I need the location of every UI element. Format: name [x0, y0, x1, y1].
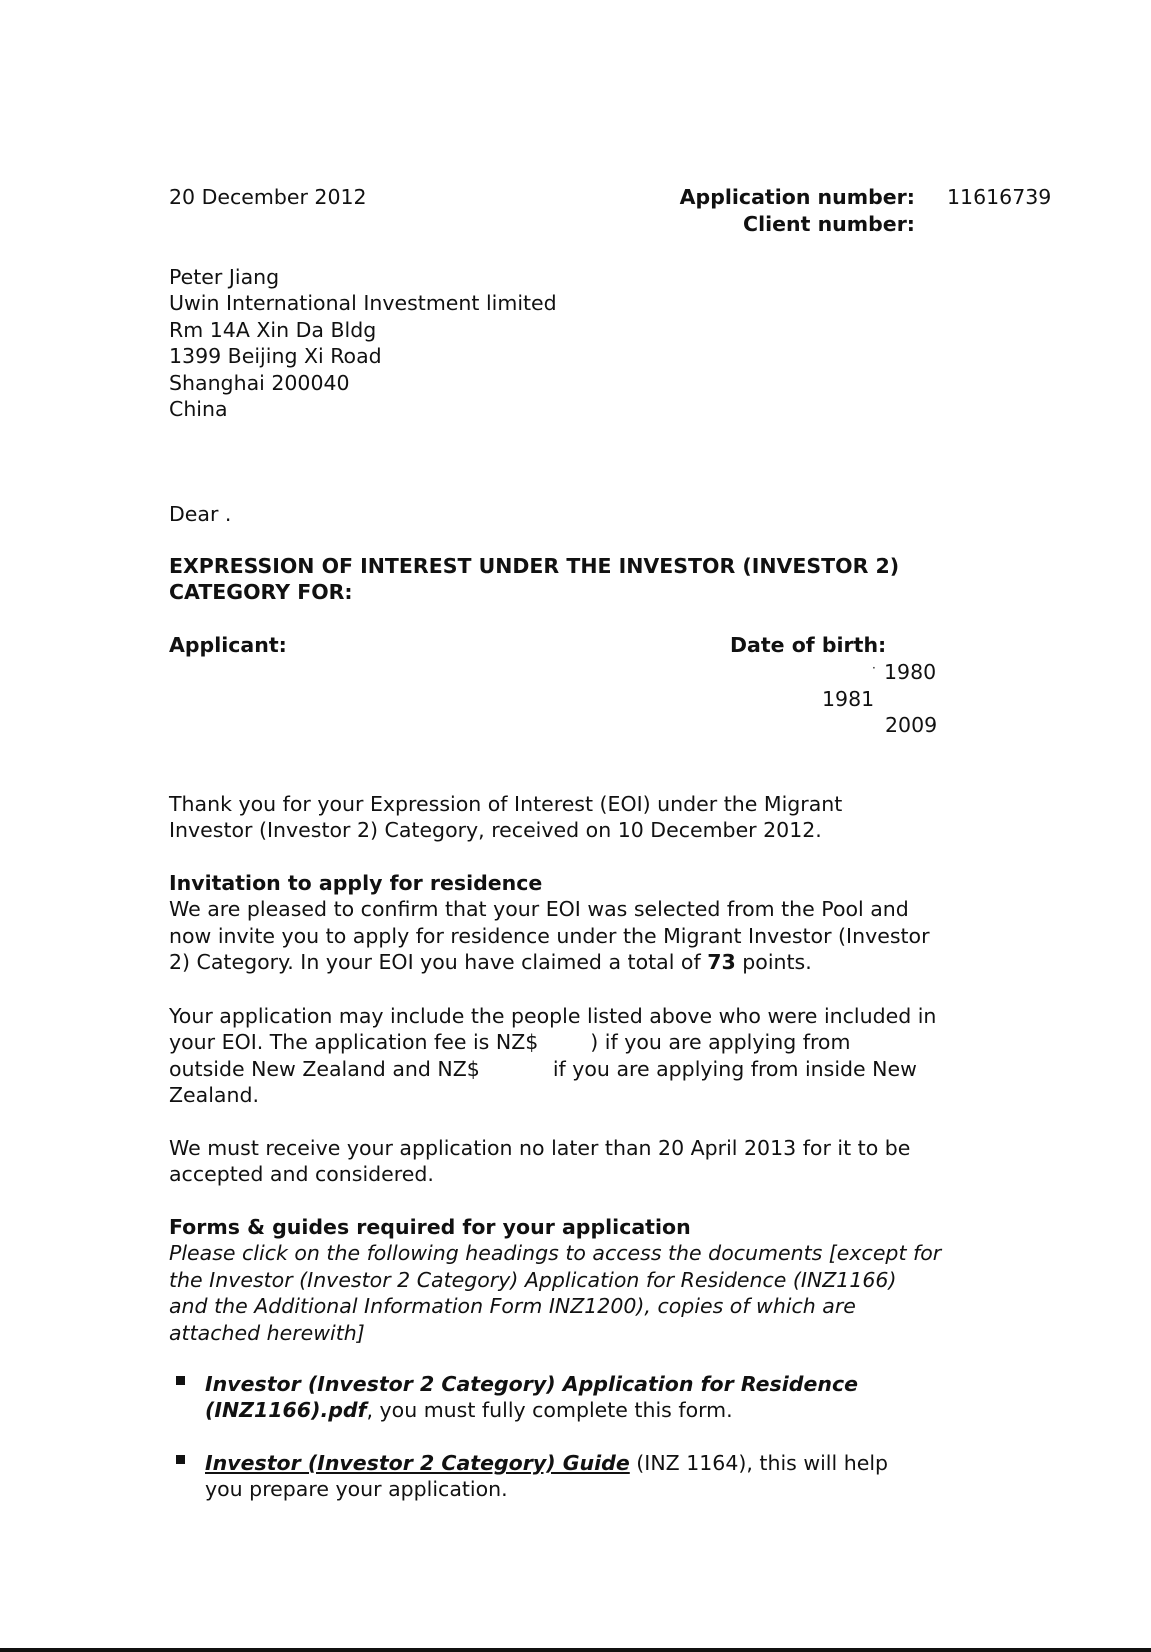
address-line: 1399 Beijing Xi Road	[169, 344, 382, 369]
invitation-line-text: 2) Category. In your EOI you have claimed a total of	[169, 950, 708, 975]
forms-heading: Forms & guides required for your application	[169, 1215, 691, 1239]
application-number-label: Application number:	[679, 185, 915, 209]
dob-value: 2009	[885, 713, 938, 737]
deadline-line: accepted and considered.	[169, 1162, 434, 1187]
fee-line	[169, 1029, 999, 1055]
form-item-line	[205, 1450, 888, 1476]
forms-note-line: Please click on the following headings to access the documents [except for	[169, 1241, 942, 1266]
forms-note-line: the Investor (Investor 2 Category) Application for Residence (INZ1166)	[169, 1267, 897, 1292]
points-value: 73	[707, 950, 736, 975]
fee-text: ) if you are applying from	[590, 1030, 851, 1055]
form-item-inz1164	[205, 1450, 888, 1503]
applicant-label: Applicant:	[169, 633, 287, 657]
subject-heading	[169, 553, 999, 606]
address-line: Uwin International Investment limited	[169, 291, 557, 316]
form-item-line: you prepare your application.	[205, 1477, 508, 1502]
address-line: Rm 14A Xin Da Bldg	[169, 317, 377, 342]
fee-line: Zealand.	[169, 1083, 259, 1108]
letter-date: 20 December 2012	[169, 185, 367, 209]
deadline-line: We must receive your application no later than 20 April 2013 for it to be	[169, 1136, 911, 1160]
invitation-section	[169, 870, 999, 976]
invitation-line: We are pleased to confirm that your EOI was selected from the Pool and	[169, 897, 909, 922]
forms-section	[169, 1214, 999, 1346]
intro-paragraph	[169, 791, 999, 844]
address-line: Peter Jiang	[169, 265, 280, 289]
fee-text: your EOI. The application fee is NZ$	[169, 1030, 539, 1055]
dob-value: 1981	[822, 687, 875, 711]
deadline-paragraph	[169, 1135, 999, 1188]
forms-note-line: and the Additional Information Form INZ1200), copies of which are	[169, 1294, 856, 1319]
page-bottom-border	[0, 1648, 1151, 1652]
client-number-label: Client number:	[743, 212, 915, 236]
fee-paragraph	[169, 1003, 999, 1109]
fee-text: outside New Zealand and NZ$	[169, 1056, 480, 1081]
form-link-inz1166-pdf[interactable]: (INZ1166).pdf	[205, 1398, 367, 1423]
address-line: Shanghai 200040	[169, 370, 350, 395]
intro-line: Investor (Investor 2) Category, received on 10 December 2012.	[169, 818, 822, 843]
form-item-line	[205, 1397, 858, 1423]
form-item-text: , you must fully complete this form.	[366, 1398, 733, 1423]
application-number: 11616739	[947, 185, 1052, 209]
fee-text: if you are applying from inside New	[552, 1056, 917, 1081]
invitation-line	[169, 949, 999, 975]
bullet-icon	[176, 1376, 185, 1385]
address-line: China	[169, 397, 228, 422]
bullet-icon	[176, 1455, 185, 1464]
address-block	[169, 264, 999, 422]
invitation-line: now invite you to apply for residence under the Migrant Investor (Investor	[169, 923, 930, 948]
salutation: Dear .	[169, 502, 232, 526]
subject-line: EXPRESSION OF INTEREST UNDER THE INVESTOR (INVESTOR 2)	[169, 554, 900, 578]
forms-note-line: attached herewith]	[169, 1320, 365, 1345]
subject-line: CATEGORY FOR:	[169, 580, 353, 605]
form-item-text: (INZ 1164), this will help	[629, 1451, 889, 1475]
dob-label: Date of birth:	[730, 633, 887, 657]
dob-value: 1980	[884, 660, 937, 684]
fee-line: Your application may include the people listed above who were included in	[169, 1004, 937, 1028]
invitation-heading: Invitation to apply for residence	[169, 871, 543, 895]
fee-line	[169, 1056, 999, 1082]
form-item-inz1166	[205, 1371, 858, 1424]
guide-link-inz1164[interactable]: Investor (Investor 2 Category) Guide	[205, 1451, 630, 1475]
invitation-line-text: points.	[735, 950, 812, 975]
dob-mark: ·	[872, 661, 876, 675]
intro-line: Thank you for your Expression of Interest (EOI) under the Migrant	[169, 792, 843, 816]
form-link-inz1166[interactable]: Investor (Investor 2 Category) Application for Residence	[205, 1372, 858, 1396]
